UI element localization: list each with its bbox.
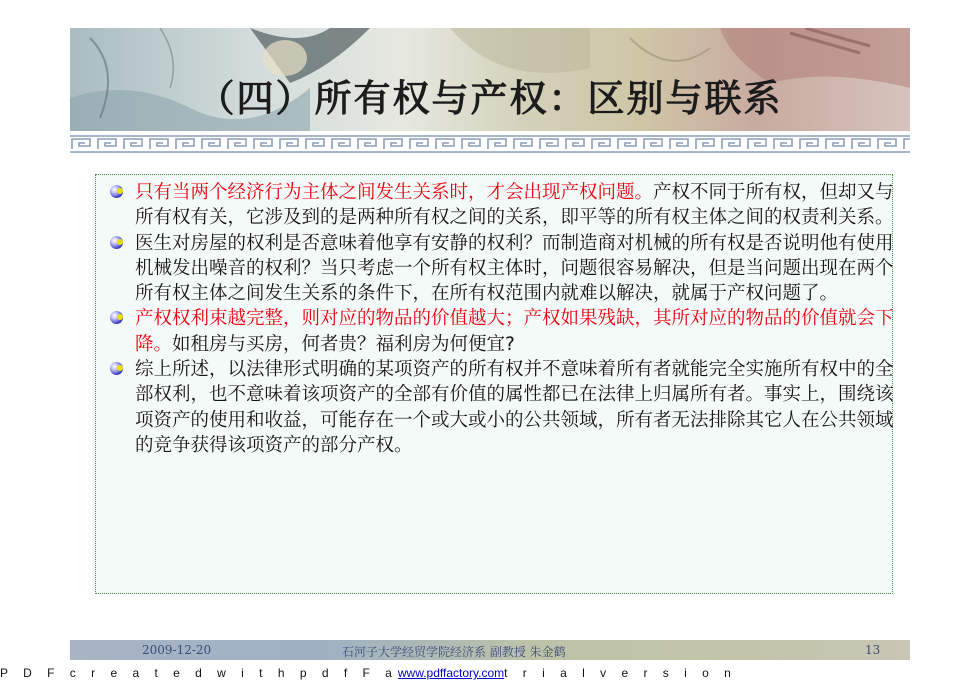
pdf-notice-after: t r i a l v e r s i o n bbox=[504, 666, 737, 680]
bullet-highlight-text: 只有当两个经济行为主体之间发生关系时，才会出现产权问题。 bbox=[135, 182, 654, 203]
bullet-item bbox=[110, 306, 900, 357]
bullet-item bbox=[110, 357, 900, 458]
slide bbox=[70, 28, 910, 659]
bullet-text: 综上所述，以法律形式明确的某项资产的所有权并不意味着所有者就能完全实施所有权中的全部权利，也不意味着该项资产的全部有价值的属性都已在法律上归属所有者。事实上，围绕该项资产的使用和收益，可能存在一个或大或小的公共领域，所有者无法排除其它人在公共领域的竞争获得该项资产的部分产权。 bbox=[135, 359, 894, 456]
bullet-item bbox=[110, 231, 900, 307]
bullet-item bbox=[110, 180, 900, 231]
title-banner bbox=[70, 28, 910, 131]
slide-title: （四）所有权与产权：区别与联系 bbox=[197, 77, 783, 120]
bullet-text: 如租房与买房，何者贵？福利房为何便宜? bbox=[172, 333, 515, 355]
bullet-orb-icon bbox=[110, 236, 123, 249]
pdf-notice-before: P D F c r e a t e d w i t h p d f F a bbox=[0, 666, 398, 680]
bullet-orb-icon bbox=[110, 185, 123, 198]
footer-date: 2009-12-20 bbox=[142, 643, 212, 657]
bullet-orb-icon bbox=[110, 362, 123, 375]
bullet-text: 医生对房屋的权利是否意味着他享有安静的权利？而制造商对机械的所有权是否说明他有使用机械发出噪音的权利？当只考虑一个所有权主体时，问题很容易解决，但是当问题出现在两个所有权主体之间发生关系的条件下，在所有权范围内就难以解决，就属于产权问题了。 bbox=[135, 232, 894, 305]
bullet-text: 产权不同于所有权，但却又与所有权有关，它涉及到的是两种所有权之间的关系，即平等的所有权主体之间的权责利关系。 bbox=[135, 182, 894, 229]
fret-pattern-border bbox=[70, 134, 910, 154]
footer-page-number: 13 bbox=[865, 643, 881, 657]
bullet-list bbox=[110, 180, 900, 458]
bullet-orb-icon bbox=[110, 311, 123, 324]
slide-footer bbox=[70, 640, 910, 660]
pdf-watermark-line bbox=[0, 666, 980, 680]
bullet-highlight-text: 产权权利束越完整，则对应的物品的价值越大；产权如果残缺，其所对应的物品的价值就会下降。 bbox=[135, 308, 894, 355]
footer-author: 石河子大学经贸学院经济系 副教授 朱金鹤 bbox=[342, 645, 566, 659]
pdffactory-link[interactable]: www.pdffactory.com bbox=[397, 666, 505, 680]
